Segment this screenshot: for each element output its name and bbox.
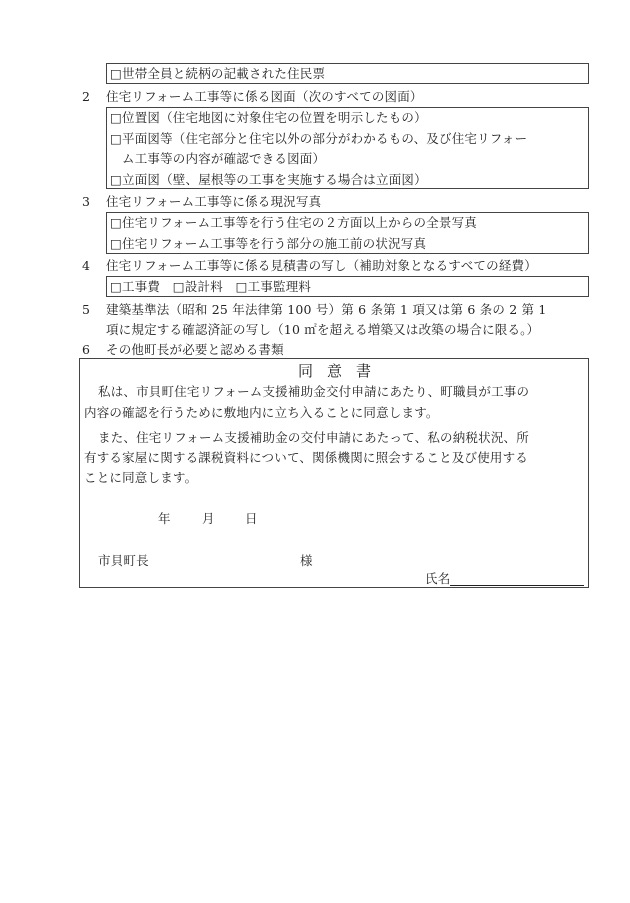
- consent-para2-line2: 有する家屋に関する課税資料について、関係機関に照会すること及び使用する: [84, 450, 529, 465]
- addressee-honorific: 様: [300, 553, 313, 568]
- item1-box-line: □世帯全員と続柄の記載された住民票: [110, 66, 326, 81]
- item4-number: 4: [82, 258, 90, 273]
- item2-box-line-3: ム工事等の内容が確認できる図面）: [122, 151, 326, 166]
- item2-box-line-4: □立面図（壁、屋根等の工事を実施する場合は立面図）: [110, 172, 427, 187]
- addressee: 市貝町長: [98, 553, 149, 568]
- consent-para1-line2: 内容の確認を行うために敷地内に立ち入ることに同意します。: [84, 405, 439, 420]
- item2-heading: 住宅リフォーム工事等に係る図面（次のすべての図面）: [106, 89, 423, 104]
- item4-box-line: □工事費 □設計料 □工事監理料: [110, 279, 312, 294]
- item3-number: 3: [82, 194, 90, 209]
- item4-heading: 住宅リフォーム工事等に係る見積書の写し（補助対象となるすべての経費）: [106, 258, 537, 273]
- item6-heading: その他町長が必要と認める書類: [106, 342, 284, 357]
- item2-box-line-1: □位置図（住宅地図に対象住宅の位置を明示したもの）: [110, 110, 427, 125]
- item5-line-2: 項に規定する確認済証の写し（10 ㎡を超える増築又は改築の場合に限る。）: [106, 322, 540, 337]
- item3-box-line-1: □住宅リフォーム工事等を行う住宅の２方面以上からの全景写真: [110, 215, 477, 230]
- name-signature-line[interactable]: [450, 585, 584, 586]
- item5-line-1: 建築基準法（昭和 25 年法律第 100 号）第 6 条第 1 項又は第 6 条の 2 第 1: [106, 302, 547, 317]
- consent-para2-line1: また、住宅リフォーム支援補助金の交付申請にあたって、私の納税状況、所: [98, 430, 529, 445]
- consent-title: 同意書: [298, 362, 386, 380]
- item2-box-line-2: □平面図等（住宅部分と住宅以外の部分がわかるもの、及び住宅リフォー: [110, 131, 528, 146]
- item2-number: 2: [82, 89, 90, 104]
- consent-para2-line3: ことに同意します。: [84, 470, 198, 485]
- name-label: 氏名: [425, 571, 451, 586]
- consent-para1-line1: 私は、市貝町住宅リフォーム支援補助金交付申請にあたり、町職員が工事の: [98, 384, 530, 399]
- item6-number: 6: [82, 342, 90, 357]
- item5-number: 5: [82, 302, 90, 317]
- item3-heading: 住宅リフォーム工事等に係る現況写真: [106, 194, 322, 209]
- date-day-label: 日: [245, 511, 258, 526]
- item3-box-line-2: □住宅リフォーム工事等を行う部分の施工前の状況写真: [110, 236, 427, 251]
- date-year-label: 年: [158, 511, 171, 526]
- date-month-label: 月: [202, 511, 215, 526]
